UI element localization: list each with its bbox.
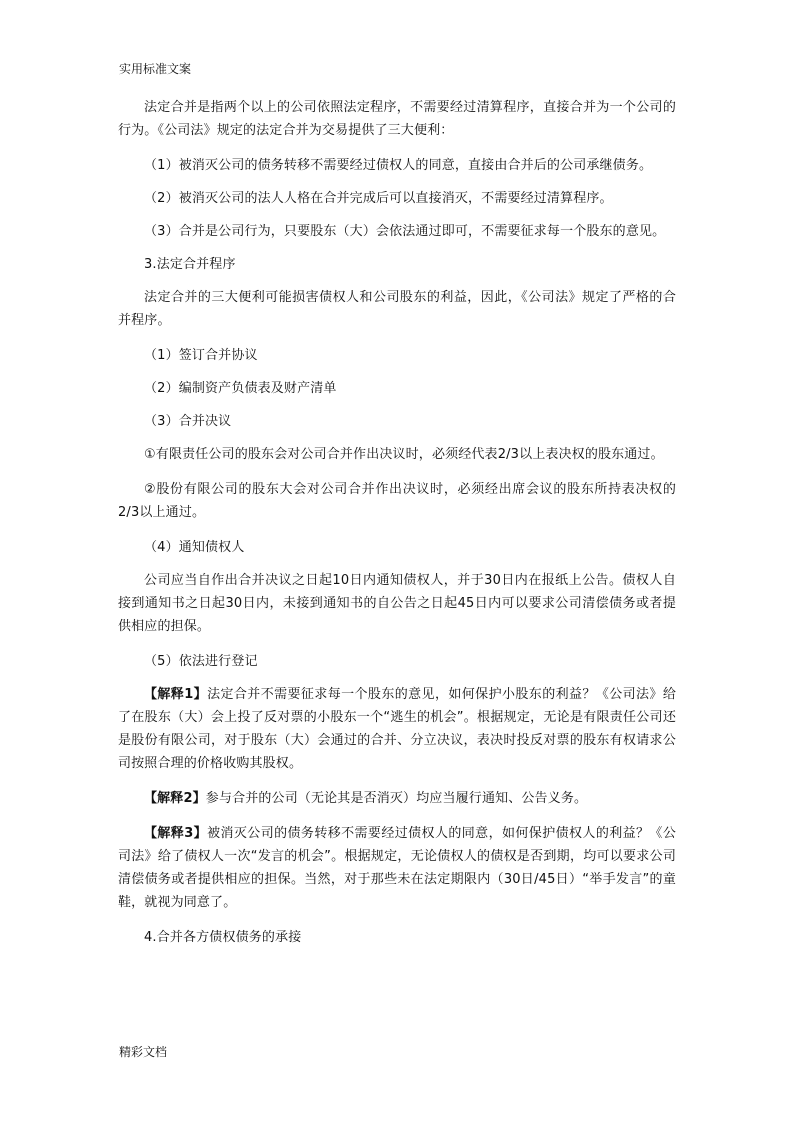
paragraph: 公司应当自作出合并决议之日起10日内通知债权人，并于30日内在报纸上公告。债权人自接到通知书之日起30日内，未接到通知书的自公告之日起45日内可以要求公司清偿债务或者提供相应的担保。 — [118, 573, 676, 634]
note-label: 【解释1】 — [144, 687, 208, 702]
note-text: 被消灭公司的债务转移不需要经过债权人的同意，如何保护债权人的利益？《公司法》给了债权人一次“发言的机会”。根据规定，无论债权人的债权是否到期，均可以要求公司清偿债务或者提供相应的担保。当然，对于那些未在法定期限内（30日/45日）“举手发言”的童鞋，就视为同意了。 — [118, 826, 676, 910]
list-item: （1）签订合并协议 — [144, 348, 258, 363]
document-body — [118, 96, 676, 961]
note-text: 法定合并不需要征求每一个股东的意见，如何保护小股东的利益？《公司法》给了在股东（大）会上投了反对票的小股东一个“逃生的机会”。根据规定，无论是有限责任公司还是股份有限公司，对于股东（大）会通过的合并、分立决议，表决时投反对票的股东有权请求公司按照合理的价格收购其股权。 — [118, 687, 676, 771]
paragraph: 法定合并是指两个以上的公司依照法定程序，不需要经过清算程序，直接合并为一个公司的行为。《公司法》规定的法定合并为交易提供了三大便利： — [118, 100, 676, 138]
note-paragraph — [118, 683, 676, 775]
section-heading: 3.法定合并程序 — [144, 257, 236, 272]
note-label: 【解释3】 — [144, 826, 208, 841]
paragraph: 法定合并的三大便利可能损害债权人和公司股东的利益，因此，《公司法》规定了严格的合并程序。 — [118, 290, 676, 328]
list-item: （5）依法进行登记 — [144, 654, 258, 669]
page-footer: 精彩文档 — [119, 1045, 168, 1059]
note-text: 参与合并的公司（无论其是否消灭）均应当履行通知、公告义务。 — [205, 791, 588, 806]
note-paragraph — [118, 787, 676, 810]
list-item: （1）被消灭公司的债务转移不需要经过债权人的同意，直接由合并后的公司承继债务。 — [144, 158, 653, 173]
list-item: （2）编制资产负债表及财产清单 — [144, 381, 337, 396]
list-item: （2）被消灭公司的法人人格在合并完成后可以直接消灭，不需要经过清算程序。 — [144, 191, 613, 206]
page-header: 实用标准文案 — [119, 62, 192, 76]
list-item: （4）通知债权人 — [144, 540, 245, 555]
note-label: 【解释2】 — [144, 791, 206, 806]
paragraph: ①有限责任公司的股东会对公司合并作出决议时，必须经代表2/3以上表决权的股东通过。 — [144, 447, 664, 462]
list-item: （3）合并是公司行为，只要股东（大）会依法通过即可，不需要征求每一个股东的意见。 — [144, 224, 666, 239]
section-heading: 4.合并各方债权债务的承接 — [144, 930, 302, 945]
list-item: （3）合并决议 — [144, 414, 232, 429]
note-paragraph — [118, 822, 676, 914]
paragraph: ②股份有限公司的股东大会对公司合并作出决议时，必须经出席会议的股东所持表决权的2/3以上通过。 — [118, 482, 676, 520]
